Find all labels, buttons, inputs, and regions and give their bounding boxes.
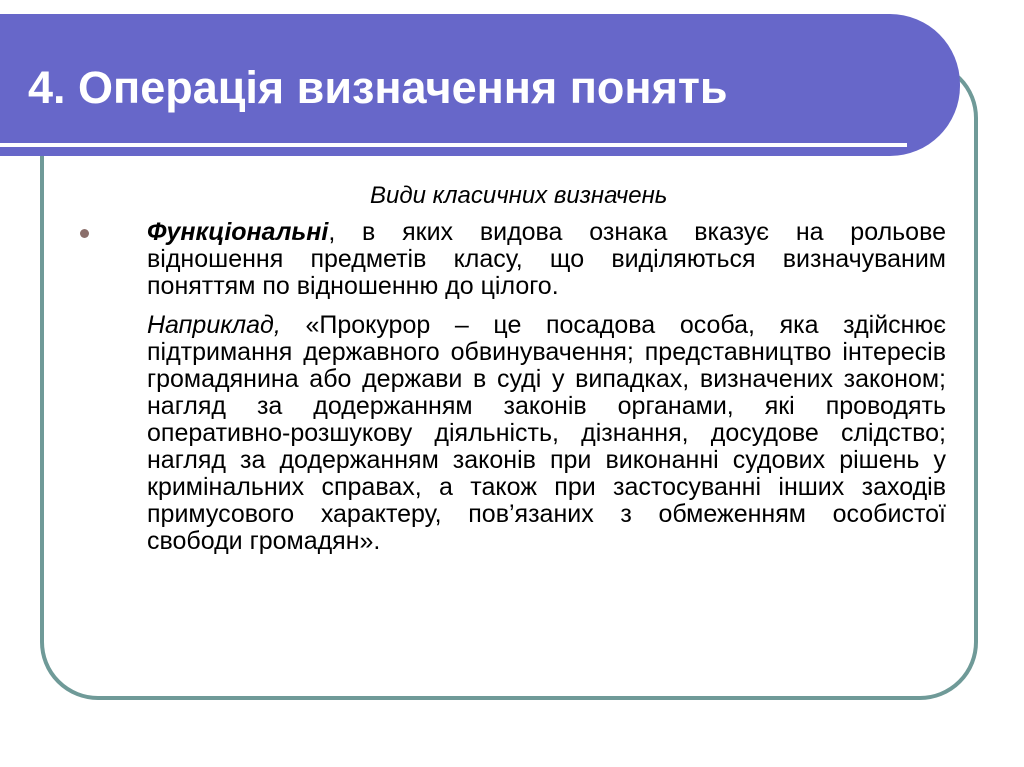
example-paragraph xyxy=(147,312,946,555)
slide-title: 4. Операція визначення понять xyxy=(28,62,728,113)
definition-paragraph xyxy=(147,219,946,300)
example-text: «Прокурор – це посадова особа, яка здійснює підтримання державного обвинувачення; представництво інтересів громадянина або держави в суді у випадках, визначених законом; нагляд за додержанням законів органами, які проводять оперативно-розшукову діяльність, дізнання, досудове слідство; нагляд за додержанням законів при виконанні судових рішень у кримінальних справах, а також при застосуванні інших заходів примусового характеру, пов’язаних з обмеженням особистої свободи громадян». xyxy=(147,311,946,555)
example-label: Наприклад, xyxy=(147,311,281,339)
title-underline xyxy=(0,143,907,147)
circle-bullet-icon xyxy=(80,229,89,238)
subheading: Види класичних визначень xyxy=(370,182,668,209)
title-bar xyxy=(0,14,960,156)
definition-text: , в яких видова ознака вказує на рольове відношення предметів класу, що виділяються визначуваним поняттям по відношенню до цілого. xyxy=(147,218,946,300)
definition-term: Функціональні xyxy=(147,218,329,246)
slide-body xyxy=(147,219,946,555)
